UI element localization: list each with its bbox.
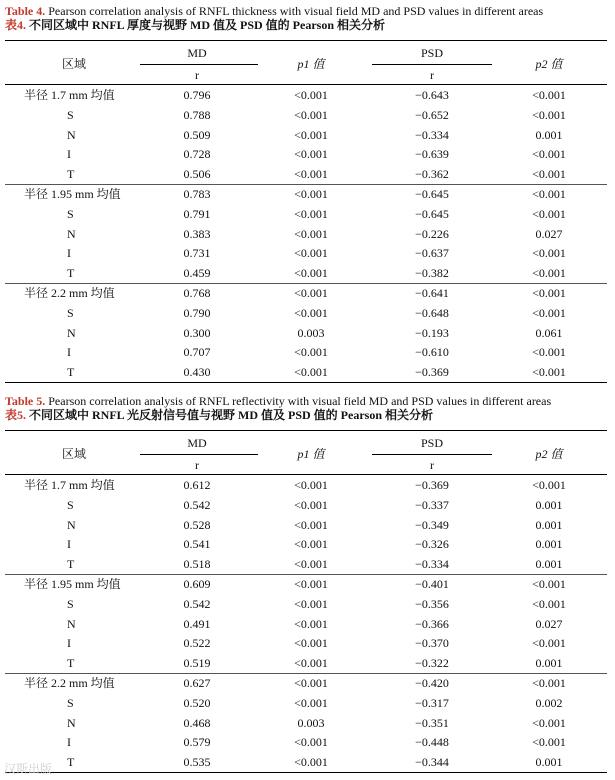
md-sub-rule — [140, 64, 258, 65]
table-top-rule — [5, 430, 607, 431]
header-psd: PSD — [420, 46, 444, 60]
header-md-r: r — [195, 68, 199, 82]
p2-value: <0.001 — [532, 596, 566, 611]
p2-value: <0.001 — [532, 266, 566, 281]
table-number-en: Table 5. — [5, 394, 46, 408]
p2-value: <0.001 — [532, 206, 566, 221]
psd-r-value: −0.366 — [415, 616, 449, 631]
caption-cn-text: 不同区域中 RNFL 光反射信号值与视野 MD 值及 PSD 值的 Pearson 相关分析 — [26, 408, 434, 422]
table-bottom-rule — [5, 382, 607, 383]
md-r-value: 0.491 — [183, 616, 211, 631]
region-sector-label: I — [67, 735, 71, 750]
header-psd: PSD — [420, 436, 444, 450]
p1-value: <0.001 — [294, 226, 328, 241]
md-r-value: 0.383 — [183, 226, 211, 241]
header-region: 区域 — [61, 57, 87, 71]
region-group-label: 半径 1.7 mm 均值 — [24, 88, 115, 102]
psd-r-value: −0.639 — [415, 147, 449, 162]
md-r-value: 0.506 — [183, 167, 211, 182]
md-r-value: 0.796 — [183, 88, 211, 102]
psd-r-value: −0.317 — [415, 695, 449, 710]
region-sector-label: T — [67, 266, 75, 281]
region-sector-label: N — [67, 517, 76, 532]
psd-r-value: −0.337 — [415, 497, 449, 512]
region-group-label: 半径 1.7 mm 均值 — [24, 478, 115, 492]
md-r-value: 0.541 — [183, 537, 211, 552]
header-region: 区域 — [61, 447, 87, 461]
md-sub-rule — [140, 454, 258, 455]
p2-value: 0.027 — [535, 616, 563, 631]
header-bottom-rule — [5, 474, 607, 475]
p1-value: <0.001 — [294, 127, 328, 142]
region-sector-label: T — [67, 365, 75, 380]
psd-r-value: −0.349 — [415, 517, 449, 532]
md-r-value: 0.518 — [183, 557, 211, 572]
p2-value: 0.001 — [535, 557, 563, 572]
p1-value: <0.001 — [294, 596, 328, 611]
p2-value: <0.001 — [532, 577, 566, 591]
psd-r-value: −0.641 — [415, 286, 449, 300]
watermark: 汉斯出版 — [4, 762, 53, 776]
md-r-value: 0.790 — [183, 305, 211, 320]
region-sector-label: S — [67, 206, 74, 221]
header-md: MD — [187, 436, 207, 450]
p2-value: 0.027 — [535, 226, 563, 241]
p1-value: 0.003 — [297, 325, 325, 340]
region-sector-label: S — [67, 497, 74, 512]
header-p1: p1 值 — [297, 447, 325, 461]
table-number-cn: 表4. — [5, 18, 27, 32]
p2-value: <0.001 — [532, 478, 566, 492]
md-r-value: 0.459 — [183, 266, 211, 281]
p1-value: <0.001 — [294, 88, 328, 102]
header-md: MD — [187, 46, 207, 60]
md-r-value: 0.519 — [183, 656, 211, 671]
p1-value: <0.001 — [294, 656, 328, 671]
md-r-value: 0.542 — [183, 497, 211, 512]
p1-value: <0.001 — [294, 147, 328, 162]
region-group-label: 半径 2.2 mm 均值 — [24, 676, 115, 690]
psd-r-value: −0.322 — [415, 656, 449, 671]
p1-value: <0.001 — [294, 577, 328, 591]
psd-r-value: −0.362 — [415, 167, 449, 182]
p2-value: <0.001 — [532, 345, 566, 360]
header-p2: p2 值 — [535, 57, 563, 71]
md-r-value: 0.520 — [183, 695, 211, 710]
header-psd-r: r — [430, 458, 434, 472]
psd-r-value: −0.193 — [415, 325, 449, 340]
region-sector-label: T — [67, 167, 75, 182]
p1-value: <0.001 — [294, 246, 328, 261]
header-bottom-rule — [5, 84, 607, 85]
p2-value: 0.061 — [535, 325, 563, 340]
p1-value: <0.001 — [294, 517, 328, 532]
region-sector-label: N — [67, 127, 76, 142]
table-top-rule — [5, 40, 607, 41]
p1-value: <0.001 — [294, 676, 328, 690]
table-number-en: Table 4. — [5, 4, 46, 18]
p1-value: <0.001 — [294, 286, 328, 300]
group-separator-rule — [5, 574, 607, 575]
p2-value: 0.001 — [535, 497, 563, 512]
md-r-value: 0.788 — [183, 107, 211, 122]
md-r-value: 0.612 — [183, 478, 211, 492]
p1-value: <0.001 — [294, 497, 328, 512]
psd-r-value: −0.645 — [415, 206, 449, 221]
p1-value: <0.001 — [294, 557, 328, 572]
p1-value: <0.001 — [294, 266, 328, 281]
table-number-cn: 表5. — [5, 408, 27, 422]
table-caption-cn — [5, 18, 385, 32]
p1-value: <0.001 — [294, 167, 328, 182]
psd-r-value: −0.448 — [415, 735, 449, 750]
p1-value: <0.001 — [294, 537, 328, 552]
region-group-label: 半径 1.95 mm 均值 — [24, 187, 121, 201]
md-r-value: 0.707 — [183, 345, 211, 360]
table-caption-en — [5, 394, 551, 408]
md-r-value: 0.522 — [183, 636, 211, 651]
p1-value: <0.001 — [294, 365, 328, 380]
region-sector-label: I — [67, 345, 71, 360]
p2-value: 0.001 — [535, 127, 563, 142]
p1-value: <0.001 — [294, 305, 328, 320]
p1-value: <0.001 — [294, 345, 328, 360]
region-group-label: 半径 2.2 mm 均值 — [24, 286, 115, 300]
region-sector-label: N — [67, 325, 76, 340]
p1-value: <0.001 — [294, 755, 328, 770]
md-r-value: 0.300 — [183, 325, 211, 340]
md-r-value: 0.535 — [183, 755, 211, 770]
header-psd-r: r — [430, 68, 434, 82]
md-r-value: 0.768 — [183, 286, 211, 300]
psd-r-value: −0.648 — [415, 305, 449, 320]
psd-sub-rule — [372, 454, 492, 455]
table-caption-en — [5, 4, 543, 18]
p1-value: <0.001 — [294, 206, 328, 221]
region-sector-label: N — [67, 616, 76, 631]
p2-value: <0.001 — [532, 246, 566, 261]
region-sector-label: S — [67, 695, 74, 710]
psd-sub-rule — [372, 64, 492, 65]
md-r-value: 0.430 — [183, 365, 211, 380]
region-sector-label: S — [67, 305, 74, 320]
psd-r-value: −0.420 — [415, 676, 449, 690]
table-caption-cn — [5, 408, 433, 422]
p1-value: <0.001 — [294, 187, 328, 201]
psd-r-value: −0.645 — [415, 187, 449, 201]
md-r-value: 0.627 — [183, 676, 211, 690]
region-sector-label: T — [67, 656, 75, 671]
region-sector-label: I — [67, 246, 71, 261]
table-bottom-rule — [5, 772, 607, 773]
psd-r-value: −0.334 — [415, 127, 449, 142]
caption-en-text: Pearson correlation analysis of RNFL thickness with visual field MD and PSD values in different areas — [45, 4, 544, 18]
group-separator-rule — [5, 184, 607, 185]
p1-value: <0.001 — [294, 636, 328, 651]
psd-r-value: −0.370 — [415, 636, 449, 651]
p1-value: <0.001 — [294, 735, 328, 750]
p2-value: 0.001 — [535, 755, 563, 770]
header-p2: p2 值 — [535, 447, 563, 461]
p2-value: <0.001 — [532, 147, 566, 162]
psd-r-value: −0.401 — [415, 577, 449, 591]
md-r-value: 0.528 — [183, 517, 211, 532]
region-sector-label: N — [67, 715, 76, 730]
p2-value: 0.001 — [535, 537, 563, 552]
psd-r-value: −0.610 — [415, 345, 449, 360]
region-sector-label: S — [67, 107, 74, 122]
psd-r-value: −0.226 — [415, 226, 449, 241]
p2-value: <0.001 — [532, 167, 566, 182]
md-r-value: 0.609 — [183, 577, 211, 591]
psd-r-value: −0.334 — [415, 557, 449, 572]
p2-value: <0.001 — [532, 715, 566, 730]
md-r-value: 0.579 — [183, 735, 211, 750]
psd-r-value: −0.652 — [415, 107, 449, 122]
p1-value: <0.001 — [294, 107, 328, 122]
md-r-value: 0.731 — [183, 246, 211, 261]
region-sector-label: I — [67, 147, 71, 162]
group-separator-rule — [5, 283, 607, 284]
caption-en-text: Pearson correlation analysis of RNFL reflectivity with visual field MD and PSD values in different areas — [45, 394, 552, 408]
region-sector-label: I — [67, 537, 71, 552]
p1-value: <0.001 — [294, 478, 328, 492]
psd-r-value: −0.643 — [415, 88, 449, 102]
md-r-value: 0.542 — [183, 596, 211, 611]
psd-r-value: −0.369 — [415, 478, 449, 492]
header-md-r: r — [195, 458, 199, 472]
region-group-label: 半径 1.95 mm 均值 — [24, 577, 121, 591]
p2-value: <0.001 — [532, 187, 566, 201]
p2-value: <0.001 — [532, 107, 566, 122]
region-sector-label: N — [67, 226, 76, 241]
psd-r-value: −0.369 — [415, 365, 449, 380]
p2-value: 0.002 — [535, 695, 563, 710]
group-separator-rule — [5, 673, 607, 674]
p2-value: 0.001 — [535, 656, 563, 671]
region-sector-label: S — [67, 596, 74, 611]
region-sector-label: T — [67, 755, 75, 770]
header-p1: p1 值 — [297, 57, 325, 71]
md-r-value: 0.783 — [183, 187, 211, 201]
psd-r-value: −0.637 — [415, 246, 449, 261]
psd-r-value: −0.326 — [415, 537, 449, 552]
p1-value: <0.001 — [294, 616, 328, 631]
psd-r-value: −0.344 — [415, 755, 449, 770]
p1-value: <0.001 — [294, 695, 328, 710]
p2-value: <0.001 — [532, 365, 566, 380]
md-r-value: 0.728 — [183, 147, 211, 162]
p2-value: <0.001 — [532, 676, 566, 690]
p2-value: <0.001 — [532, 305, 566, 320]
caption-cn-text: 不同区域中 RNFL 厚度与视野 MD 值及 PSD 值的 Pearson 相关分析 — [26, 18, 386, 32]
p2-value: <0.001 — [532, 286, 566, 300]
psd-r-value: −0.382 — [415, 266, 449, 281]
p2-value: <0.001 — [532, 636, 566, 651]
psd-r-value: −0.356 — [415, 596, 449, 611]
md-r-value: 0.468 — [183, 715, 211, 730]
p2-value: 0.001 — [535, 517, 563, 532]
md-r-value: 0.509 — [183, 127, 211, 142]
md-r-value: 0.791 — [183, 206, 211, 221]
region-sector-label: T — [67, 557, 75, 572]
p2-value: <0.001 — [532, 735, 566, 750]
p2-value: <0.001 — [532, 88, 566, 102]
p1-value: 0.003 — [297, 715, 325, 730]
psd-r-value: −0.351 — [415, 715, 449, 730]
region-sector-label: I — [67, 636, 71, 651]
